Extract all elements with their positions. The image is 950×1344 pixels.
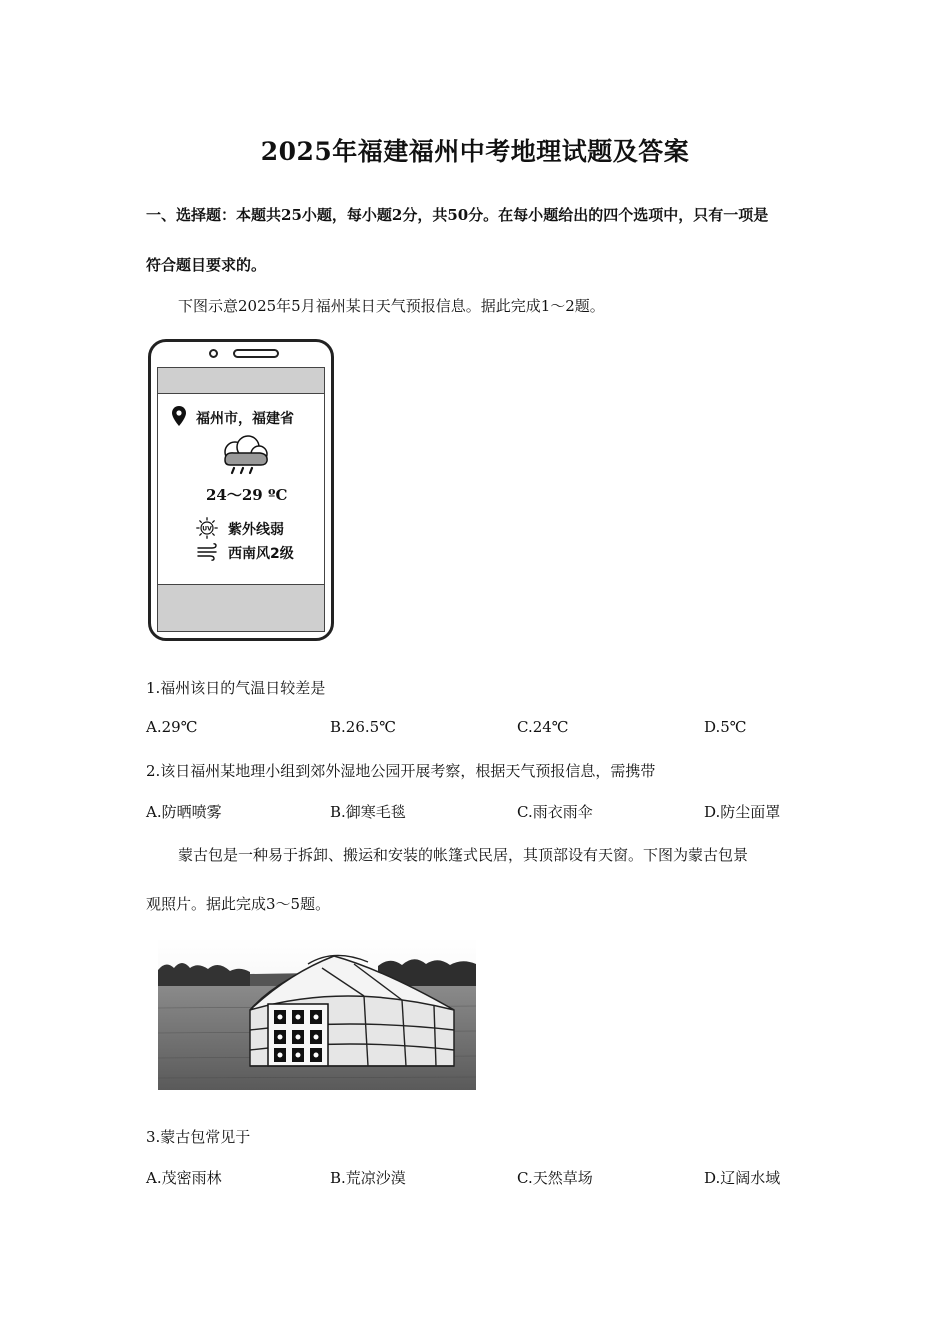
phone-bottom-bar xyxy=(157,584,325,632)
rain-cloud-icon xyxy=(218,435,272,475)
section-heading-line-2: 符合题目要求的。 xyxy=(146,256,267,274)
yurt-photo xyxy=(158,938,476,1090)
section-heading-line-1: 一、选择题：本题共25小题，每小题2分，共50分。在每小题给出的四个选项中，只有一项是 xyxy=(146,206,769,224)
q2-option-d: D.防尘面罩 xyxy=(704,803,781,821)
phone-top-bar xyxy=(157,367,325,394)
q3-option-b: B.荒凉沙漠 xyxy=(330,1169,406,1187)
wind-icon xyxy=(196,543,220,561)
uv-text: 紫外线弱 xyxy=(228,522,284,538)
intro-yurt-line-2: 观照片。据此完成3～5题。 xyxy=(146,895,331,913)
uv-sun-icon xyxy=(196,517,218,539)
temperature-range: 24～29 ºC xyxy=(206,486,288,504)
location-text: 福州市，福建省 xyxy=(196,411,294,427)
q1-option-b: B.26.5℃ xyxy=(330,718,396,736)
q3-option-a: A.茂密雨林 xyxy=(146,1169,222,1187)
q2-option-c: C.雨衣雨伞 xyxy=(517,803,593,821)
q1-option-d: D.5℃ xyxy=(704,718,747,736)
location-pin-icon xyxy=(172,406,186,426)
uv-badge: UV xyxy=(202,525,212,533)
q1-option-c: C.24℃ xyxy=(517,718,569,736)
question-2: 2.该日福州某地理小组到郊外湿地公园开展考察，根据天气预报信息，需携带 xyxy=(146,762,656,780)
question-1: 1.福州该日的气温日较差是 xyxy=(146,679,326,697)
phone-camera xyxy=(209,349,218,358)
q1-option-a: A.29℃ xyxy=(146,718,198,736)
phone-screen xyxy=(157,393,325,585)
page-title: 2025年福建福州中考地理试题及答案 xyxy=(260,137,690,166)
q2-option-b: B.御寒毛毯 xyxy=(330,803,406,821)
q3-option-c: C.天然草场 xyxy=(517,1169,593,1187)
intro-yurt-line-1: 蒙古包是一种易于拆卸、搬运和安装的帐篷式民居，其顶部设有天窗。下图为蒙古包景 xyxy=(178,846,749,864)
wind-text: 西南风2级 xyxy=(228,546,294,562)
question-3: 3.蒙古包常见于 xyxy=(146,1128,251,1146)
phone-speaker xyxy=(233,349,279,358)
intro-weather: 下图示意2025年5月福州某日天气预报信息。据此完成1～2题。 xyxy=(178,297,605,315)
q3-option-d: D.辽阔水域 xyxy=(704,1169,781,1187)
phone-weather-figure xyxy=(148,339,334,641)
q2-option-a: A.防晒喷雾 xyxy=(146,803,222,821)
